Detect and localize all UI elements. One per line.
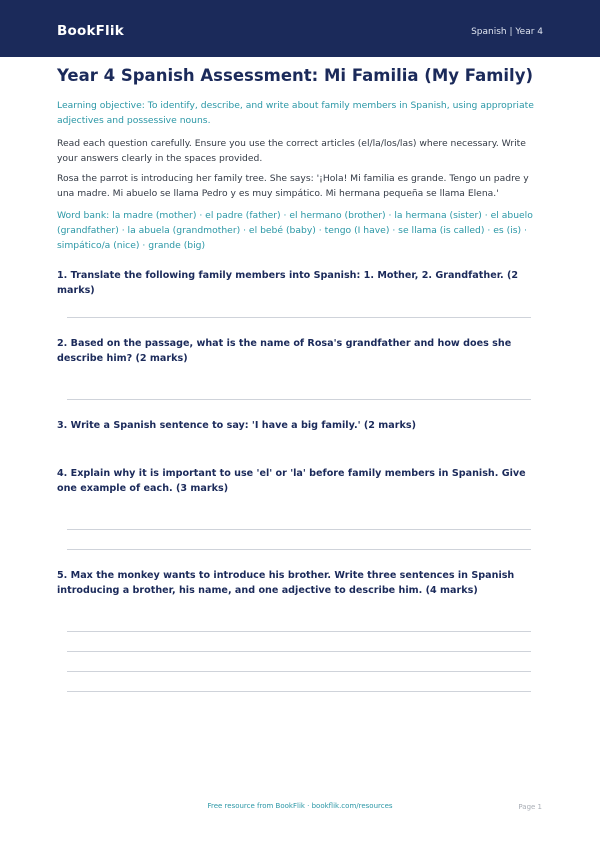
word-bank: Word bank: la madre (mother) · el padre (father) · el hermano (brother) · la hermana (sister) · el abuelo (grandfather) · la abuela (grandmother) · el bebé (baby) · tengo (I have) · se llama (is called) · es (is) · simpático/a (nice) · grande (big) <box>57 210 533 251</box>
story-passage: Rosa the parrot is introducing her family tree. She says: '¡Hola! Mi familia es grande. Tengo un padre y una madre. Mi abuelo se llama Pedro y es muy simpático. Mi hermana pequeña se llama Elena.' <box>57 173 529 199</box>
answer-line[interactable] <box>67 529 531 530</box>
question-2: 2. Based on the passage, what is the name of Rosa's grandfather and how does she describe him? (2 marks) <box>57 338 512 364</box>
question-4: 4. Explain why it is important to use 'el' or 'la' before family members in Spanish. Give one example of each. (3 marks) <box>57 468 526 494</box>
footer-credit: Free resource from BookFlik · bookflik.com/resources <box>207 802 393 810</box>
answer-line[interactable] <box>67 399 531 400</box>
answer-line[interactable] <box>67 671 531 672</box>
question-5: 5. Max the monkey wants to introduce his brother. Write three sentences in Spanish introducing a brother, his name, and one adjective to describe him. (4 marks) <box>57 570 515 596</box>
answer-line[interactable] <box>67 691 531 692</box>
brand-logo-text: BookFlik <box>57 23 124 39</box>
page-number: Page 1 <box>518 803 542 811</box>
question-3: 3. Write a Spanish sentence to say: 'I have a big family.' (2 marks) <box>57 420 416 431</box>
subject-year-label: Spanish | Year 4 <box>471 27 543 37</box>
answer-line[interactable] <box>67 631 531 632</box>
learning-objective: Learning objective: To identify, describe, and write about family members in Spanish, using appropriate adjectives and possessive nouns. <box>57 100 534 126</box>
page-header <box>0 0 600 57</box>
answer-line[interactable] <box>67 317 531 318</box>
answer-line[interactable] <box>67 549 531 550</box>
answer-line[interactable] <box>67 651 531 652</box>
page-title: Year 4 Spanish Assessment: Mi Familia (My Family) <box>57 66 534 85</box>
instructions: Read each question carefully. Ensure you use the correct articles (el/la/los/las) where necessary. Write your answers clearly in the spaces provided. <box>57 138 526 164</box>
question-1: 1. Translate the following family members into Spanish: 1. Mother, 2. Grandfather. (2 marks) <box>57 270 519 296</box>
